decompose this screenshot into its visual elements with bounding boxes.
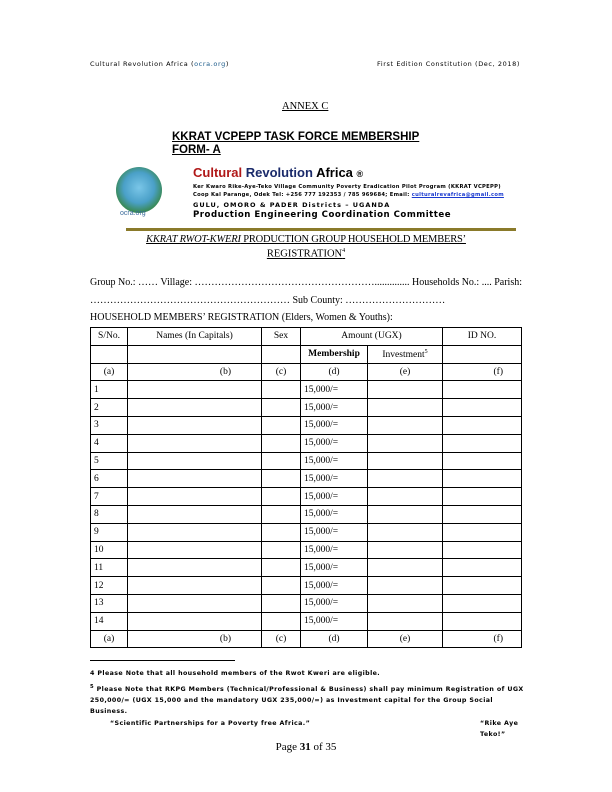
sex-cell[interactable] [262, 434, 301, 452]
id-cell[interactable] [443, 505, 522, 523]
id-cell[interactable] [443, 470, 522, 488]
row-number: 2 [91, 399, 128, 417]
name-cell[interactable] [128, 470, 262, 488]
sex-cell[interactable] [262, 505, 301, 523]
contact-text: Coop Kal Parange, Odek Tel: +256 777 192353 / 785 969684; Email: [193, 192, 412, 198]
table-row [91, 594, 522, 612]
membership-cell: 15,000/= [301, 416, 368, 434]
investment-cell[interactable] [368, 577, 443, 595]
row-number: 6 [91, 470, 128, 488]
header-names: Names (In Capitals) [128, 328, 262, 346]
header-membership: Membership [301, 345, 368, 363]
letter-b: (b) [128, 630, 262, 648]
letterhead-rule [126, 228, 516, 231]
fields-line-2: …………………………………………………… Sub County: ………………………… [90, 295, 446, 306]
table-row [91, 470, 522, 488]
id-cell[interactable] [443, 612, 522, 630]
table-row [91, 416, 522, 434]
name-cell[interactable] [128, 452, 262, 470]
membership-cell: 15,000/= [301, 612, 368, 630]
letter-a: (a) [91, 363, 128, 381]
letter-c: (c) [262, 363, 301, 381]
header-amount: Amount (UGX) [301, 328, 443, 346]
page-total: of 35 [310, 741, 337, 753]
investment-cell[interactable] [368, 488, 443, 506]
table-row [91, 505, 522, 523]
footnote-ref-4: 4 [342, 248, 346, 254]
name-cell[interactable] [128, 505, 262, 523]
table-row [91, 434, 522, 452]
row-number: 7 [91, 488, 128, 506]
table-row [91, 452, 522, 470]
section-title-rest: PRODUCTION GROUP HOUSEHOLD MEMBERS’ [240, 234, 466, 245]
sex-cell[interactable] [262, 612, 301, 630]
letterhead-line1: Ker Kwaro Rike-Aye-Teko Village Community Poverty Eradication Pilot Program (KKRAT VCPEPP) [193, 184, 501, 190]
sex-cell[interactable] [262, 381, 301, 399]
membership-cell: 15,000/= [301, 559, 368, 577]
fn4-text: Please Note that all household members of the Rwot Kweri are eligible. [94, 670, 381, 677]
investment-cell[interactable] [368, 452, 443, 470]
fields-line-1: Group No.: …… Village: ……………………………………………….............. Households No.: .... Parish: [90, 277, 522, 288]
membership-cell: 15,000/= [301, 577, 368, 595]
fn5-text: Please Note that RKPG Members (Technical/Professional & Business) shall pay minimum Registration of UGX 250,000/= (UGX 15,000 and the mandatory UGX 235,000/=) as Investment capital for the Group Social Business. [90, 686, 524, 716]
row-number: 4 [91, 434, 128, 452]
id-cell[interactable] [443, 541, 522, 559]
fn5-number: 5 [90, 684, 95, 690]
investment-cell[interactable] [368, 434, 443, 452]
membership-cell: 15,000/= [301, 381, 368, 399]
name-cell[interactable] [128, 416, 262, 434]
letter-d: (d) [301, 630, 368, 648]
investment-cell[interactable] [368, 470, 443, 488]
letter-f: (f) [443, 630, 522, 648]
committee-name: Production Engineering Coordination Committee [193, 210, 452, 220]
membership-cell: 15,000/= [301, 594, 368, 612]
section-title-2-text: REGISTRATION [266, 248, 343, 260]
table-row [91, 399, 522, 417]
header-link[interactable]: ocra.org [194, 60, 226, 68]
name-cell[interactable] [128, 523, 262, 541]
footnote-4 [90, 668, 530, 679]
row-number: 11 [91, 559, 128, 577]
investment-cell[interactable] [368, 416, 443, 434]
fn4-number: 4 [90, 670, 95, 677]
table-header-row [91, 328, 522, 346]
header-sex: Sex [262, 328, 301, 346]
investment-cell[interactable] [368, 381, 443, 399]
footnote-5 [90, 682, 530, 717]
membership-cell: 15,000/= [301, 399, 368, 417]
investment-cell[interactable] [368, 399, 443, 417]
id-cell[interactable] [443, 399, 522, 417]
brand-1: Cultural [193, 165, 243, 180]
investment-cell[interactable] [368, 594, 443, 612]
footnote-separator [90, 660, 235, 661]
footnote-ref-5: 5 [424, 348, 428, 355]
logo-caption: ocra.org [120, 210, 146, 217]
sex-cell[interactable] [262, 488, 301, 506]
section-title-2 [0, 248, 612, 260]
sex-cell[interactable] [262, 559, 301, 577]
row-number: 14 [91, 612, 128, 630]
letterhead-line3: GULU, OMORO & PADER Districts – UGANDA [193, 201, 391, 209]
brand-3: Africa [316, 165, 353, 180]
registration-table [90, 327, 522, 648]
annex-label: ANNEX C [282, 101, 329, 112]
brand-name [193, 165, 363, 180]
investment-label: Investment [382, 349, 425, 360]
name-cell[interactable] [128, 541, 262, 559]
header-investment [368, 345, 443, 363]
brand-2: Revolution [245, 165, 313, 180]
name-cell[interactable] [128, 594, 262, 612]
id-cell[interactable] [443, 523, 522, 541]
membership-cell: 15,000/= [301, 523, 368, 541]
letter-e: (e) [368, 363, 443, 381]
name-cell[interactable] [128, 577, 262, 595]
sex-cell[interactable] [262, 541, 301, 559]
name-cell[interactable] [128, 559, 262, 577]
investment-cell[interactable] [368, 523, 443, 541]
page-current: 31 [299, 741, 311, 753]
letter-row-top [91, 363, 522, 381]
letter-e: (e) [368, 630, 443, 648]
sex-cell[interactable] [262, 399, 301, 417]
row-number: 5 [91, 452, 128, 470]
row-number: 1 [91, 381, 128, 399]
section-title-italic: KKRAT RWOT-KWERI [146, 234, 241, 245]
id-cell[interactable] [443, 381, 522, 399]
membership-cell: 15,000/= [301, 541, 368, 559]
section-title [0, 234, 612, 245]
row-number: 9 [91, 523, 128, 541]
motto-right: “Rike Aye Teko!” [480, 720, 519, 738]
investment-cell[interactable] [368, 505, 443, 523]
table-row [91, 559, 522, 577]
email-link[interactable]: culturalrevafrica@gmail.com [411, 192, 504, 198]
id-cell[interactable] [443, 416, 522, 434]
letter-d: (d) [301, 363, 368, 381]
id-cell[interactable] [443, 488, 522, 506]
name-cell[interactable] [128, 399, 262, 417]
name-cell[interactable] [128, 488, 262, 506]
name-cell[interactable] [128, 434, 262, 452]
row-number: 12 [91, 577, 128, 595]
row-number: 8 [91, 505, 128, 523]
header-left [90, 60, 229, 68]
letter-b: (b) [128, 363, 262, 381]
letter-c: (c) [262, 630, 301, 648]
sex-cell[interactable] [262, 452, 301, 470]
household-heading: HOUSEHOLD MEMBERS’ REGISTRATION (Elders, Women & Youths): [90, 312, 393, 323]
letter-f: (f) [443, 363, 522, 381]
sex-cell[interactable] [262, 470, 301, 488]
table-row [91, 577, 522, 595]
table-row [91, 488, 522, 506]
investment-cell[interactable] [368, 541, 443, 559]
membership-cell: 15,000/= [301, 488, 368, 506]
motto-left: “Scientific Partnerships for a Poverty free Africa.” [110, 720, 311, 727]
header-close: ) [225, 60, 229, 68]
letterhead-line2 [193, 192, 504, 198]
id-cell[interactable] [443, 594, 522, 612]
investment-cell[interactable] [368, 559, 443, 577]
sex-cell[interactable] [262, 594, 301, 612]
membership-cell: 15,000/= [301, 505, 368, 523]
header-right: First Edition Constitution (Dec, 2018) [377, 60, 520, 68]
sex-cell[interactable] [262, 577, 301, 595]
id-cell[interactable] [443, 577, 522, 595]
page-number [0, 741, 612, 753]
row-number: 10 [91, 541, 128, 559]
table-row [91, 541, 522, 559]
table-row [91, 381, 522, 399]
membership-cell: 15,000/= [301, 470, 368, 488]
id-cell[interactable] [443, 559, 522, 577]
investment-cell[interactable] [368, 612, 443, 630]
row-number: 13 [91, 594, 128, 612]
row-number: 3 [91, 416, 128, 434]
table-row [91, 523, 522, 541]
page-label: Page [275, 741, 300, 753]
table-subheader-row [91, 345, 522, 363]
registered-mark: ® [356, 169, 364, 179]
ocra-logo [116, 167, 162, 213]
id-cell[interactable] [443, 434, 522, 452]
sex-cell[interactable] [262, 523, 301, 541]
sex-cell[interactable] [262, 416, 301, 434]
header-id: ID NO. [443, 328, 522, 346]
letter-row-bottom [91, 630, 522, 648]
name-cell[interactable] [128, 612, 262, 630]
form-title-2: FORM- A [172, 144, 221, 156]
table-row [91, 612, 522, 630]
header-sno: S/No. [91, 328, 128, 346]
membership-cell: 15,000/= [301, 434, 368, 452]
id-cell[interactable] [443, 452, 522, 470]
form-title-1: KKRAT VCPEPP TASK FORCE MEMBERSHIP [172, 131, 420, 143]
membership-cell: 15,000/= [301, 452, 368, 470]
header-left-text: Cultural Revolution Africa ( [90, 60, 195, 68]
name-cell[interactable] [128, 381, 262, 399]
letter-a: (a) [91, 630, 128, 648]
